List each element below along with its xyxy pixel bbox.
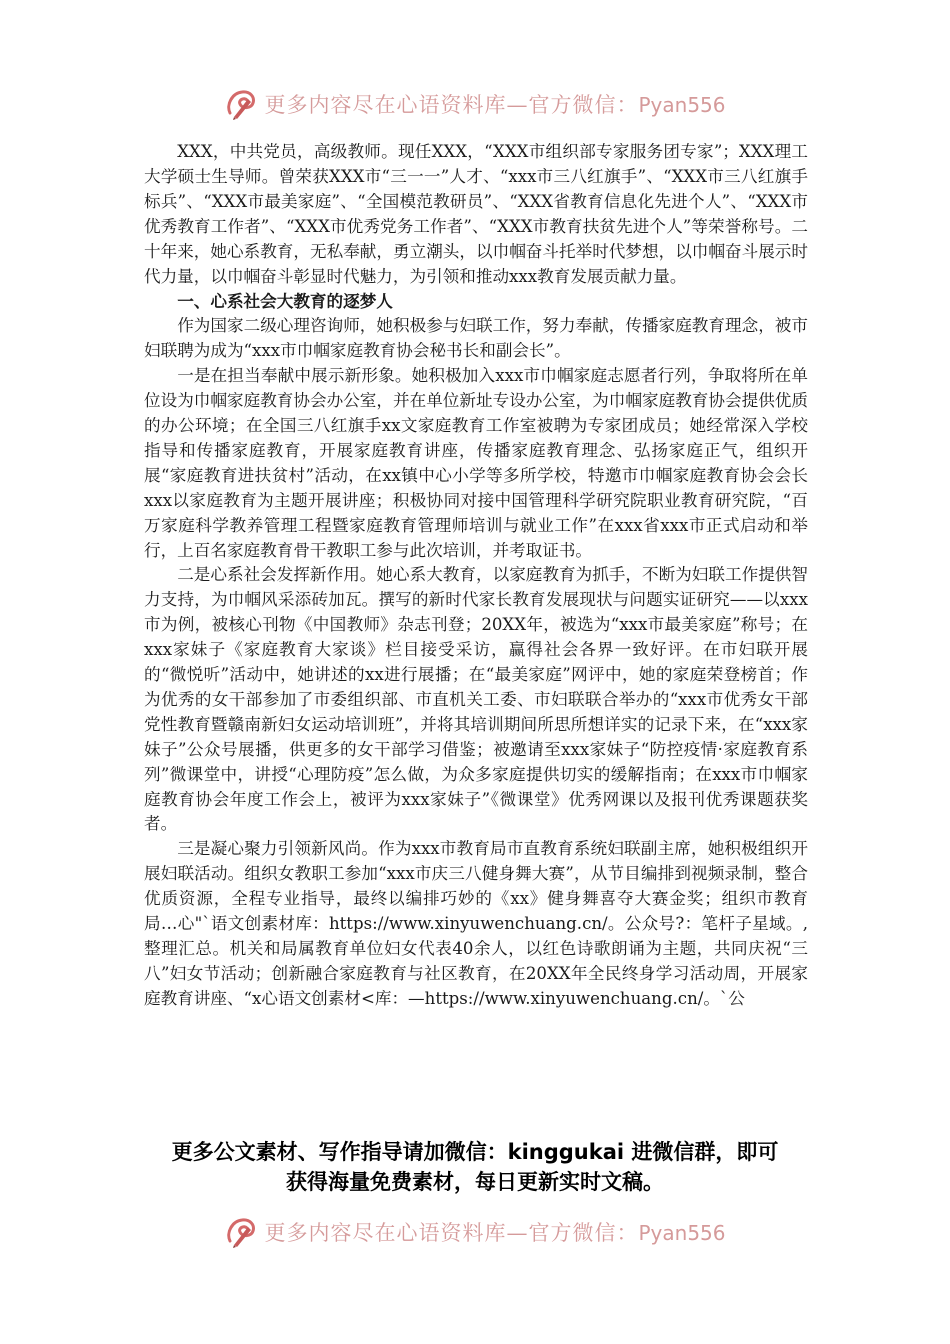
watermark-text: 更多内容尽在心语资料库—官方微信：Pyan556 bbox=[264, 93, 726, 117]
paragraph-intro: XXX，中共党员，高级教师。现任XXX，“XXX市组织部专家服务团专家”；XXX理工大学硕士生导师。曾荣获XXX市“三一一”人才、“xxx市三八红旗手”、“XXX市三八红旗手标兵”、“XXX市最美家庭”、“全国模范教研员”、“XXX省教育信息化先进个人”、“XXX市优秀教育工作者”、“XXX市优秀党务工作者”、“XXX市教育扶贫先进个人”等荣誉称号。二十年来，她心系教育，无私奉献，勇立潮头，以巾帼奋斗托举时代梦想，以巾帼奋斗展示时代力量，以巾帼奋斗彰显时代魅力，为引领和推动xxx教育发展贡献力量。 bbox=[144, 142, 808, 286]
paragraph-role: 作为国家二级心理咨询师，她积极参与妇联工作，努力奉献，传播家庭教育理念，被市妇联聘为成为“xxx市巾帼家庭教育协会秘书长和副会长”。 bbox=[144, 316, 808, 361]
footer-watermark-banner bbox=[0, 1212, 950, 1252]
paragraph-point-three: 三是凝心聚力引领新风尚。作为xxx市教育局市直教育系统妇联副主席，她积极组织开展妇联活动。组织女教职工参加“xxx市庆三八健身舞大赛”，从节目编排到视频录制，整合优质资源，全程专业指导，最终以编排巧妙的《xx》健身舞喜夺大赛金奖；组织市教育局…心"`语文创素材库：https://www.xinyuwenchuang.cn/。公众号?：笔杆子星域。,整理汇总。机关和局属教育单位妇女代表40余人，以红色诗歌朗诵为主题，共同庆祝“三八”妇女节活动；创新融合家庭教育与社区教育，在20XX年全民终身学习活动周，开展家庭教育讲座、“x心语文创素材<库：—https://www.xinyuwenchuang.cn/。`公 bbox=[144, 839, 808, 1008]
watermark-text: 更多内容尽在心语资料库—官方微信：Pyan556 bbox=[264, 1221, 726, 1245]
paragraph-point-one: 一是在担当奉献中展示新形象。她积极加入xxx市巾帼家庭志愿者行列，争取将所在单位设为巾帼家庭教育协会办公室，并在单位新址专设办公室，为巾帼家庭教育协会提供优质的办公环境；在全国三八红旗手xx文家庭教育工作室被聘为专家团成员；她经常深入学校指导和传播家庭教育，开展家庭教育讲座，传播家庭教育理念、弘扬家庭正气，组织开展“家庭教育进扶贫村”活动，在xx镇中心小学等多所学校，特邀市巾帼家庭教育协会会长xxx以家庭教育为主题开展讲座；积极协同对接中国管理科学研究院职业教育研究院，“百万家庭科学教养管理工程暨家庭教育管理师培训与就业工作”在xxx省xxx市正式启动和举行，上百名家庭教育骨干教职工参与此次培训，并考取证书。 bbox=[144, 366, 808, 560]
promo-line-1: 更多公文素材、写作指导请加微信：kinggukai 进微信群，即可 bbox=[171, 1140, 779, 1164]
section-heading: 一、心系社会大教育的逐梦人 bbox=[177, 291, 393, 312]
promo-line-2: 获得海量免费素材，每日更新实时文稿。 bbox=[286, 1170, 664, 1194]
pen-swirl-logo-icon bbox=[224, 1215, 258, 1249]
pen-swirl-logo-icon bbox=[224, 87, 258, 121]
document-body bbox=[144, 140, 808, 1012]
promo-callout bbox=[100, 1137, 850, 1197]
paragraph-point-two: 二是心系社会发挥新作用。她心系大教育，以家庭教育为抓手，不断为妇联工作提供智力支持，为巾帼风采添砖加瓦。撰写的新时代家长教育发展现状与问题实证研究——以xxx市为例，被核心刊物《中国教师》杂志刊登；20XX年，被选为“xxx市最美家庭”称号；在xxx家妹子《家庭教育大家谈》栏目接受采访，赢得社会各界一致好评。在市妇联开展的“微悦听”活动中，她讲述的xx进行展播；在“最美家庭”网评中，她的家庭荣登榜首；作为优秀的女干部参加了市委组织部、市直机关工委、市妇联联合举办的“xxx市优秀女干部党性教育暨赣南新妇女运动培训班”，并将其培训期间所思所想详实的记录下来，在“xxx家妹子”公众号展播，供更多的女干部学习借鉴；被邀请至xxx家妹子“防控疫情·家庭教育系列”微课堂中，讲授“心理防疫”怎么做，为众多家庭提供切实的缓解指南；在xxx市巾帼家庭教育协会年度工作会上，被评为xxx家妹子”《微课堂》优秀网课以及报刊优秀课题获奖者。 bbox=[144, 565, 808, 834]
header-watermark-banner bbox=[0, 84, 950, 124]
